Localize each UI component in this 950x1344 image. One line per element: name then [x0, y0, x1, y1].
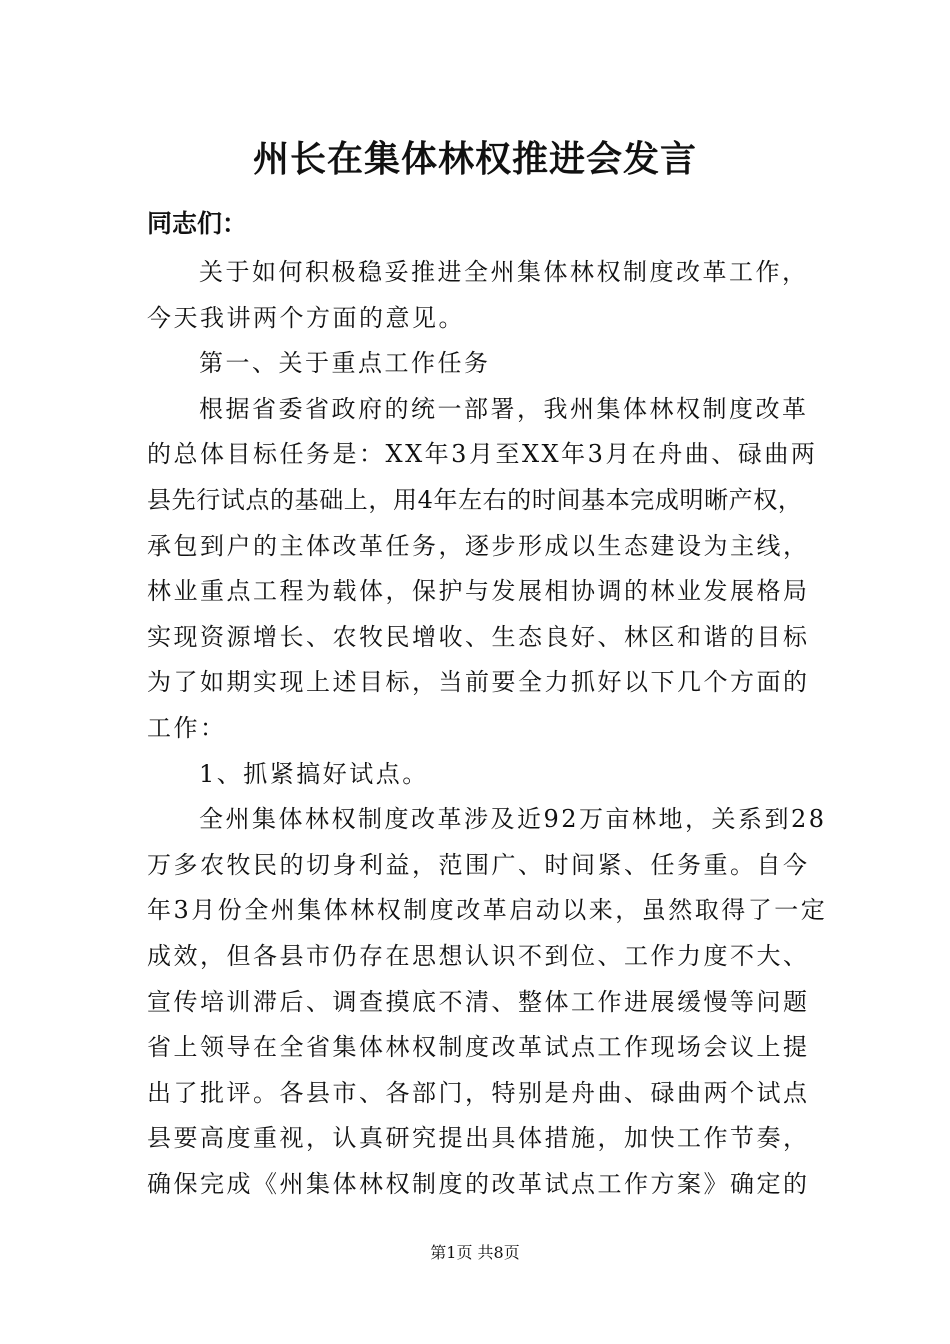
text-line: 今天我讲两个方面的意见。: [147, 303, 465, 332]
text-line: 成效，但各县市仍存在思想认识不到位、工作力度不大、: [147, 941, 810, 970]
text-line: 为了如期实现上述目标，当前要全力抓好以下几个方面的: [147, 668, 810, 697]
text-line: 全州集体林权制度改革涉及近92万亩林地，关系到28: [199, 805, 827, 834]
text-line: 承包到户的主体改革任务，逐步形成以生态建设为主线，: [147, 531, 810, 560]
text-line: 的总体目标任务是：XX年3月至XX年3月在舟曲、碌曲两: [147, 440, 818, 469]
text-line: 确保完成《州集体林权制度的改革试点工作方案》确定的: [147, 1169, 810, 1198]
text-line: 关于如何积极稳妥推进全州集体林权制度改革工作，: [199, 258, 809, 286]
subsection-heading: [147, 752, 807, 798]
document-body: [147, 250, 828, 1207]
text-line: 根据省委省政府的统一部署，我州集体林权制度改革: [199, 394, 809, 423]
text-line: 第一、关于重点工作任务: [199, 349, 491, 378]
document-title: 州长在集体林权推进会发言: [252, 138, 697, 180]
paragraph-goals: [147, 387, 818, 752]
text-line: 工作：: [147, 713, 227, 742]
text-line: 出了批评。各县市、各部门，特别是舟曲、碌曲两个试点: [147, 1078, 810, 1107]
greeting: 同志们：: [147, 209, 248, 238]
section-heading: [147, 341, 807, 387]
text-line: 林业重点工程为载体，保护与发展相协调的林业发展格局: [147, 577, 810, 606]
text-line: 1、抓紧搞好试点。: [199, 759, 429, 788]
text-line: 实现资源增长、农牧民增收、生态良好、林区和谐的目标: [147, 622, 810, 651]
text-line: 宣传培训滞后、调查摸底不清、整体工作进展缓慢等问题: [147, 987, 810, 1016]
paragraph-intro: [147, 250, 807, 341]
text-line: 省上领导在全省集体林权制度改革试点工作现场会议上提: [147, 1033, 810, 1062]
text-line: 县先行试点的基础上，用4年左右的时间基本完成明晰产权，: [147, 485, 803, 514]
paragraph-pilot: [147, 797, 828, 1207]
text-line: 年3月份全州集体林权制度改革启动以来，虽然取得了一定: [147, 896, 828, 925]
text-line: 县要高度重视，认真研究提出具体措施，加快工作节奏，: [147, 1124, 810, 1153]
text-line: 万多农牧民的切身利益，范围广、时间紧、任务重。自今: [147, 850, 810, 879]
page-footer: 第1页 共8页: [430, 1243, 520, 1262]
